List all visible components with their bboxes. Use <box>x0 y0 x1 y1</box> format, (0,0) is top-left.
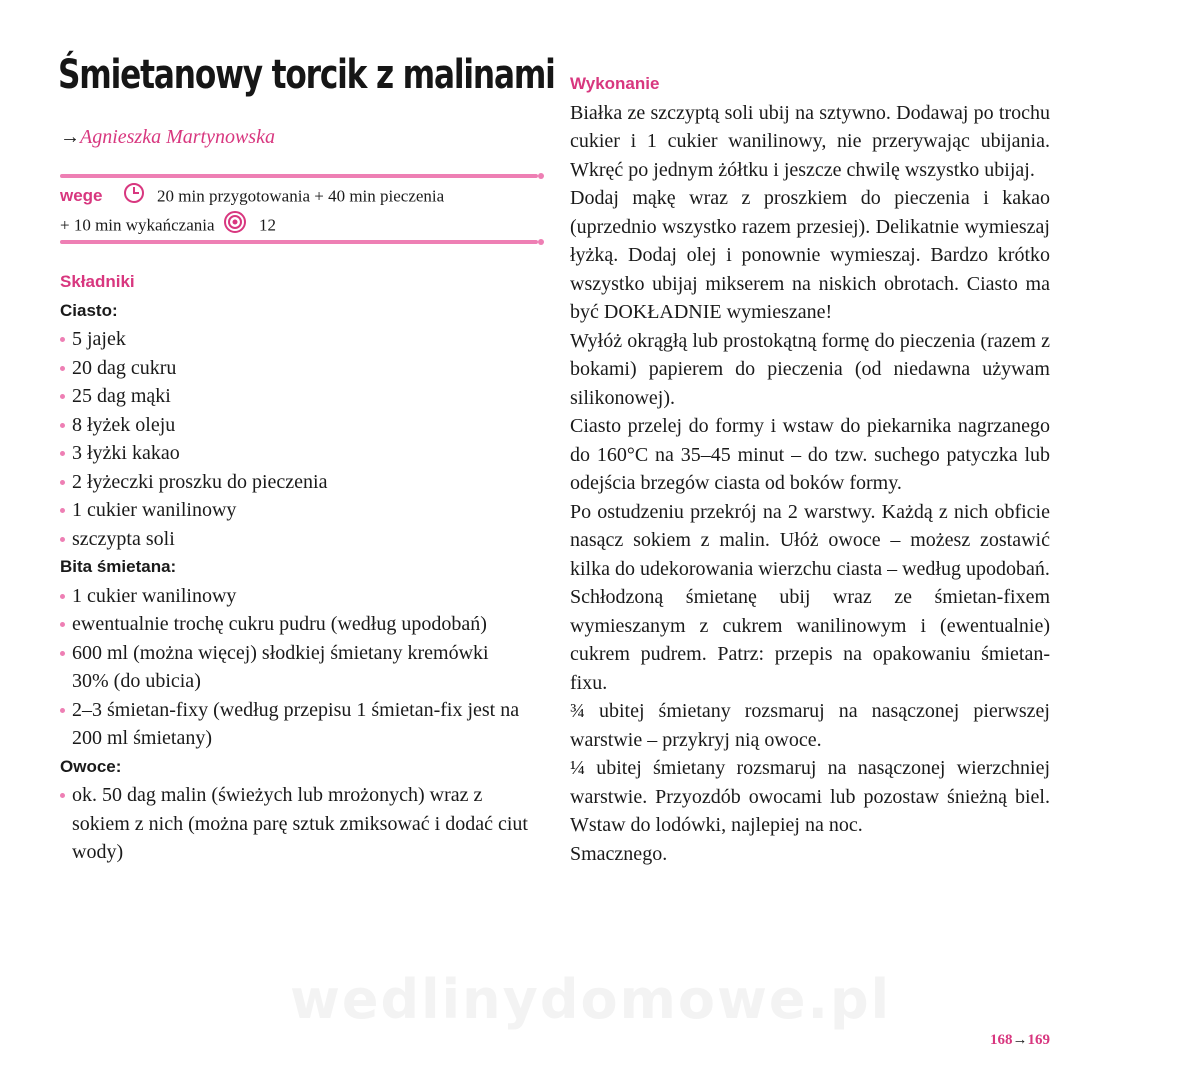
method-paragraph: ¾ ubitej śmietany rozsmaruj na nasączonej pierwszej warstwie – przykryj nią owoce. <box>570 700 1050 751</box>
list-item: 3 łyżki kakao <box>60 439 530 468</box>
list-item: 1 cukier wanilinowy <box>60 496 530 525</box>
ingredients-heading: Składniki <box>60 272 135 291</box>
author-line <box>60 126 275 149</box>
time-text: 20 min przygotowania + 40 min pieczenia <box>157 186 445 206</box>
list-item: ok. 50 dag malin (świeżych lub mrożonych) wraz z sokiem z nich (można parę sztuk zmiksować i dodać ciut wody) <box>60 781 530 867</box>
list-item: 600 ml (można więcej) słodkiej śmietany kremówki 30% (do ubicia) <box>60 639 530 696</box>
servings-icon <box>223 210 247 243</box>
clock-icon <box>123 182 145 213</box>
method-paragraph: Smacznego. <box>570 842 668 865</box>
recipe-title: Śmietanowy torcik z malinami <box>58 52 555 98</box>
page-left: 168 <box>990 1032 1013 1048</box>
arrow-icon: → <box>1012 1032 1028 1048</box>
group-title: Owoce: <box>60 756 122 776</box>
method-paragraph: Po ostudzeniu przekrój na 2 warstwy. Każdą z nich obficie nasącz sokiem z malin. Ułóż owoce – możesz zostawić kilka do udekorowania wierzchu ciasta – według upodobań. <box>570 500 1050 580</box>
list-item: 2–3 śmietan-fixy (według przepisu 1 śmietan-fix jest na 200 ml śmietany) <box>60 696 530 753</box>
list-item: szczypta soli <box>60 525 530 554</box>
list-item: 5 jajek <box>60 325 530 354</box>
page-numbers <box>990 1032 1050 1049</box>
ingredients-section <box>60 268 530 867</box>
list-item: 2 łyżeczki proszku do pieczenia <box>60 468 530 497</box>
list-item: 20 dag cukru <box>60 354 530 383</box>
method-paragraph: Ciasto przelej do formy i wstaw do piekarnika nagrzanego do 160°C na 35–45 minut – do tzw. suchego patyczka lub odejścia brzegów ciasta od boków formy. <box>570 415 1050 494</box>
method-section <box>570 70 1050 868</box>
method-paragraph: Dodaj mąkę wraz z proszkiem do pieczenia i kakao (uprzednio wszystko razem przesiej). Delikatnie wymieszaj łyżką. Dodaj olej i ponownie wymieszaj. Bardzo krótko wszystko ubijaj mikserem na niskich obrotach. Ciasto ma być DOKŁADNIE wymieszane! <box>570 187 1050 323</box>
servings-count: 12 <box>259 215 277 235</box>
vege-tag: wege <box>60 186 103 206</box>
method-paragraph: Wyłóż okrągłą lub prostokątną formę do pieczenia (razem z bokami) papierem do pieczenia (od niedawna używam silikonowej). <box>570 329 1050 409</box>
meta-line-2 <box>60 210 276 243</box>
group-title: Ciasto: <box>60 300 118 320</box>
list-item: 1 cukier wanilinowy <box>60 582 530 611</box>
divider-top <box>60 174 538 178</box>
watermark: wedlinydomowe.pl <box>290 968 892 1031</box>
list-item: ewentualnie trochę cukru pudru (według upodobań) <box>60 610 530 639</box>
group-title: Bita śmietana: <box>60 557 177 576</box>
divider-bottom <box>60 240 538 244</box>
list-item: 25 dag mąki <box>60 382 530 411</box>
method-paragraph: ¼ ubitej śmietany rozsmaruj na nasączonej wierzchniej warstwie. Przyozdób owocami lub pozostaw śnieżną biel. Wstaw do lodówki, najlepiej na noc. <box>570 757 1050 836</box>
page-right: 169 <box>1027 1032 1050 1048</box>
author-name: Agnieszka Martynowska <box>80 126 275 148</box>
method-paragraph: Białka ze szczyptą soli ubij na sztywno. Dodawaj po trochu cukier i 1 cukier wanilinowy, nie przerywając ubijania. Wkręć po jednym żółtku i jeszcze chwilę wszystko ubijaj. <box>570 101 1050 181</box>
time-text-extra: + 10 min wykańczania <box>60 215 215 235</box>
method-heading: Wykonanie <box>570 74 660 93</box>
meta-line-1 <box>60 182 444 213</box>
method-paragraph: Schłodzoną śmietanę ubij wraz ze śmietan-fixem wymieszanym z cukrem wanilinowym i (ewentualnie) cukrem pudrem. Patrz: przepis na opakowaniu śmietan-fixu. <box>570 586 1050 694</box>
list-item: 8 łyżek oleju <box>60 411 530 440</box>
arrow-icon: → <box>60 126 80 148</box>
